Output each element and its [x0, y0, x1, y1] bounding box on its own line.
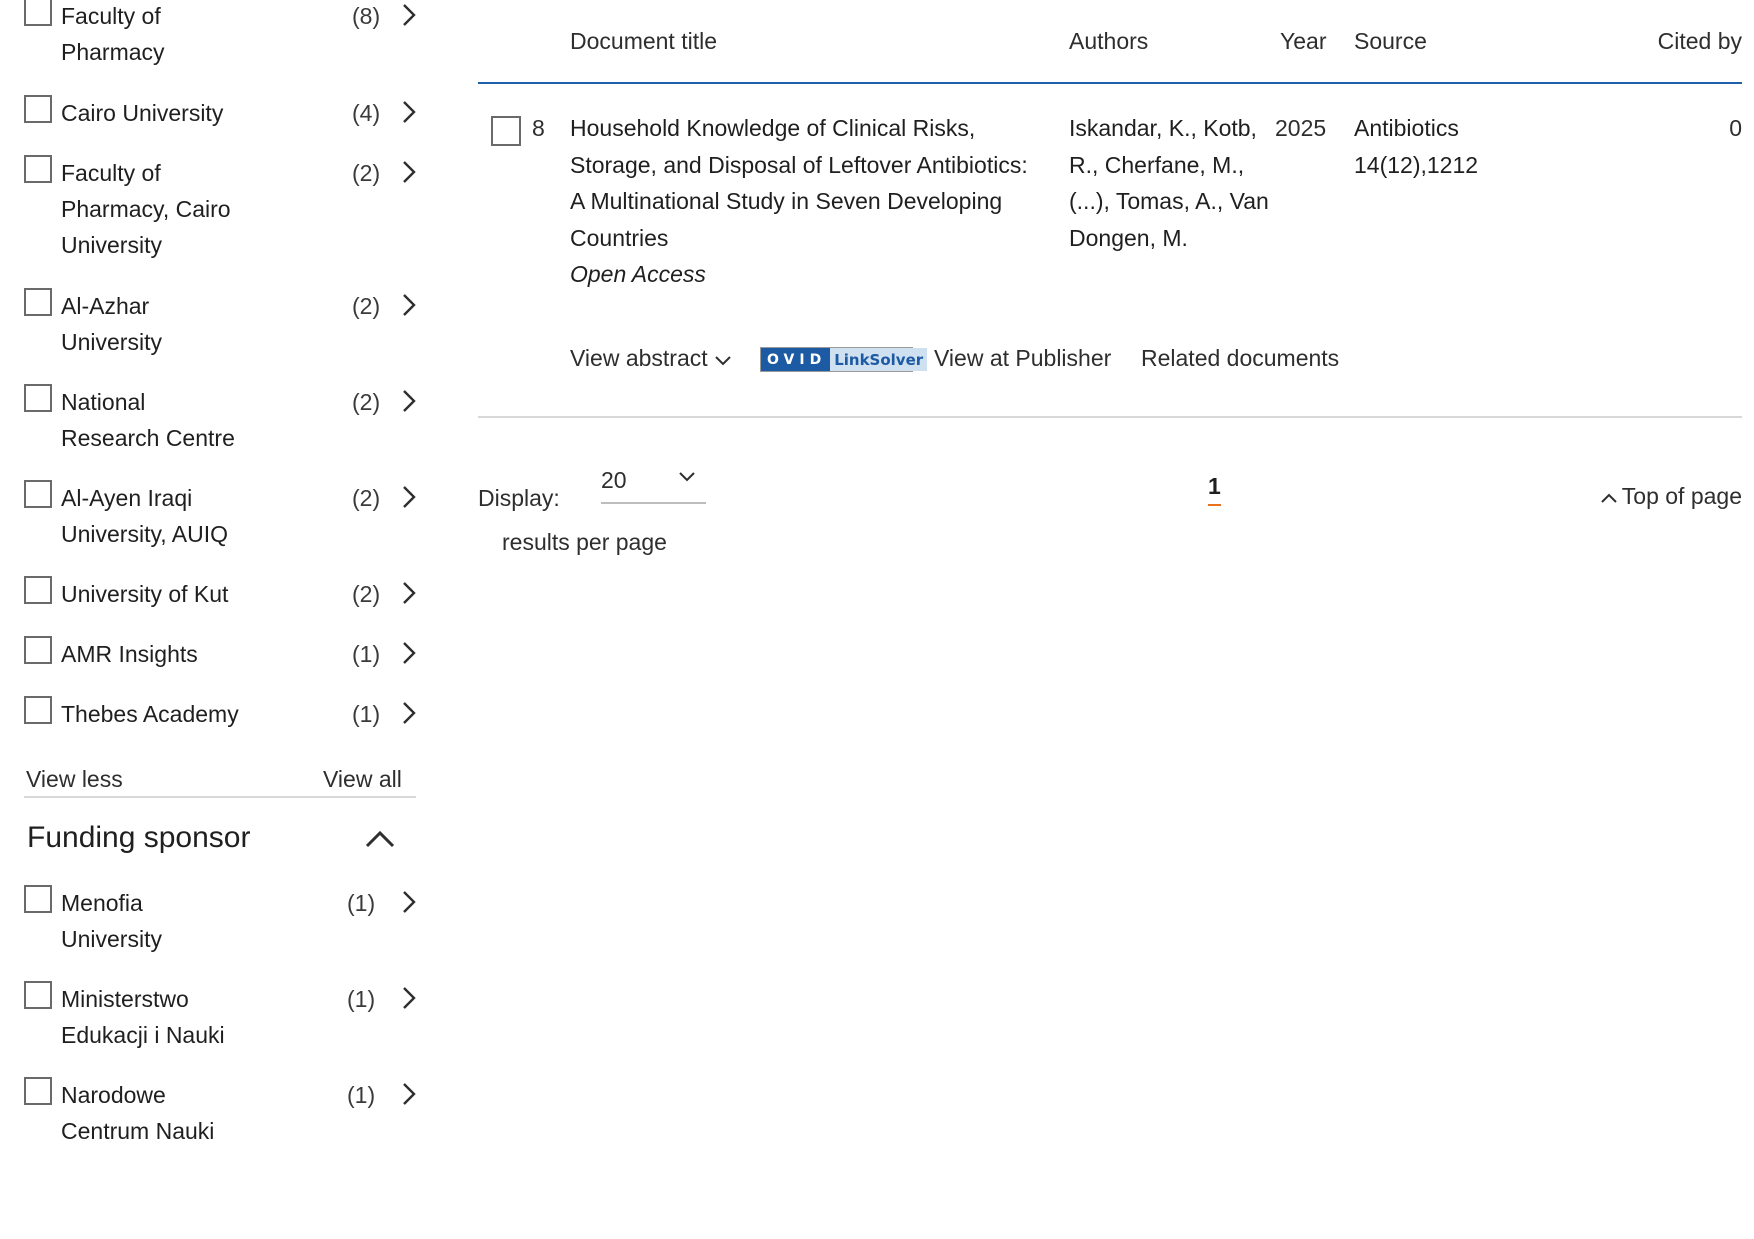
filter-checkbox[interactable]: [24, 95, 52, 123]
filter-count: (1): [347, 1082, 376, 1108]
chevron-right-icon[interactable]: [396, 290, 422, 320]
filter-label: [61, 576, 331, 612]
filter-label-line: National: [61, 389, 146, 415]
filter-label: [61, 636, 331, 672]
view-abstract-button[interactable]: [570, 340, 732, 376]
ovid-logo: OVID: [761, 348, 830, 371]
view-all-link[interactable]: View all: [323, 766, 402, 792]
filter-label-line: University: [61, 926, 162, 952]
authors-list[interactable]: Iskandar, K., Kotb, R., Cherfane, M., (...), Tomas, A., Van Dongen, M.: [1069, 115, 1269, 251]
view-at-publisher-link[interactable]: View at Publisher: [934, 345, 1112, 371]
filter-label: [61, 288, 331, 360]
filter-label: [61, 1077, 331, 1149]
chevron-right-icon[interactable]: [396, 97, 422, 127]
column-header-year[interactable]: Year: [1280, 28, 1327, 54]
chevron-right-icon[interactable]: [396, 0, 422, 30]
filter-label-line: Thebes Academy: [61, 701, 239, 727]
chevron-right-icon[interactable]: [396, 578, 422, 608]
publication-year: 2025: [1275, 115, 1327, 141]
filter-checkbox[interactable]: [24, 0, 52, 26]
top-of-page-label: Top of page: [1621, 483, 1742, 509]
filter-count: (2): [352, 160, 381, 186]
column-header-authors[interactable]: Authors: [1069, 28, 1149, 54]
row-select-checkbox[interactable]: [491, 116, 521, 146]
filter-label: [61, 696, 331, 732]
filter-checkbox[interactable]: [24, 696, 52, 724]
filter-label-line: Ministerstwo: [61, 986, 189, 1012]
filter-checkbox[interactable]: [24, 155, 52, 183]
related-documents-link[interactable]: Related documents: [1141, 345, 1340, 371]
filter-label-line: University, AUIQ: [61, 521, 228, 547]
top-of-page-link[interactable]: [1600, 478, 1742, 514]
filter-label-line: Menofia: [61, 890, 143, 916]
filter-label-line: Al-Azhar: [61, 293, 150, 319]
row-divider: [478, 416, 1742, 418]
filter-count: (1): [347, 890, 376, 916]
chevron-right-icon[interactable]: [396, 638, 422, 668]
filter-checkbox[interactable]: [24, 636, 52, 664]
filter-count: (1): [352, 701, 381, 727]
filter-checkbox[interactable]: [24, 885, 52, 913]
filter-label: [61, 95, 331, 131]
view-abstract-label: View abstract: [570, 345, 708, 371]
filter-label-line: Centrum Nauki: [61, 1118, 215, 1144]
filter-count: (2): [352, 581, 381, 607]
results-per-page-value: 20: [601, 467, 627, 493]
chevron-right-icon[interactable]: [396, 698, 422, 728]
chevron-right-icon[interactable]: [396, 887, 422, 917]
view-less-link[interactable]: View less: [26, 766, 123, 792]
filter-label: [61, 480, 331, 552]
page-number-current[interactable]: 1: [1208, 468, 1221, 506]
chevron-right-icon[interactable]: [396, 157, 422, 187]
filter-label: [61, 0, 331, 70]
filter-label-line: Al-Ayen Iraqi: [61, 485, 193, 511]
filter-checkbox[interactable]: [24, 1077, 52, 1105]
divider: [24, 796, 416, 798]
filter-label-line: University: [61, 329, 162, 355]
chevron-right-icon[interactable]: [396, 386, 422, 416]
chevron-down-icon: [714, 354, 732, 366]
cited-by-count[interactable]: 0: [1729, 115, 1742, 141]
chevron-right-icon[interactable]: [396, 1079, 422, 1109]
filter-label-line: AMR Insights: [61, 641, 198, 667]
filter-label: [61, 981, 331, 1053]
filter-label-line: Cairo University: [61, 100, 224, 126]
filter-checkbox[interactable]: [24, 288, 52, 316]
filter-label-line: Faculty of: [61, 160, 161, 186]
linksolver-label: LinkSolver: [830, 348, 927, 371]
display-label: Display:: [478, 485, 560, 511]
filter-count: (2): [352, 485, 381, 511]
row-index: 8: [532, 115, 545, 141]
filter-count: (2): [352, 389, 381, 415]
column-header-source[interactable]: Source: [1354, 28, 1427, 54]
column-header-document-title[interactable]: Document title: [570, 28, 718, 54]
chevron-down-icon: [678, 470, 696, 482]
chevron-right-icon[interactable]: [396, 482, 422, 512]
filter-label-line: Edukacji i Nauki: [61, 1022, 225, 1048]
filter-count: (1): [347, 986, 376, 1012]
filter-label-line: Faculty of: [61, 3, 161, 29]
filter-label-line: University of Kut: [61, 581, 229, 607]
filter-label-line: Pharmacy, Cairo: [61, 196, 231, 222]
column-header-cited-by[interactable]: Cited by: [1657, 28, 1742, 54]
document-title-link[interactable]: Household Knowledge of Clinical Risks, Storage, and Disposal of Leftover Antibiotics: A Multinational Study in Seven Developing Countries: [570, 115, 1028, 251]
filter-checkbox[interactable]: [24, 480, 52, 508]
filter-label: [61, 155, 331, 263]
filter-label: [61, 885, 331, 957]
ovid-linksolver-button[interactable]: [760, 347, 924, 372]
source-link[interactable]: Antibiotics 14(12),1212: [1354, 115, 1479, 178]
chevron-up-icon[interactable]: [362, 822, 398, 854]
filter-checkbox[interactable]: [24, 576, 52, 604]
filter-label-line: University: [61, 232, 162, 258]
chevron-up-icon: [1600, 492, 1618, 504]
funding-sponsor-heading: Funding sponsor: [27, 821, 251, 854]
filter-count: (2): [352, 293, 381, 319]
filter-checkbox[interactable]: [24, 981, 52, 1009]
filter-count: (4): [352, 100, 381, 126]
results-per-page-select[interactable]: [601, 462, 706, 504]
filter-label: [61, 384, 331, 456]
open-access-label: Open Access: [570, 261, 706, 287]
filter-label-line: Narodowe: [61, 1082, 166, 1108]
chevron-right-icon[interactable]: [396, 983, 422, 1013]
filter-label-line: Pharmacy: [61, 39, 165, 65]
filter-label-line: Research Centre: [61, 425, 235, 451]
filter-checkbox[interactable]: [24, 384, 52, 412]
filter-count: (1): [352, 641, 381, 667]
filter-count: (8): [352, 3, 381, 29]
results-per-page-label: results per page: [502, 529, 667, 555]
header-divider: [478, 82, 1742, 84]
